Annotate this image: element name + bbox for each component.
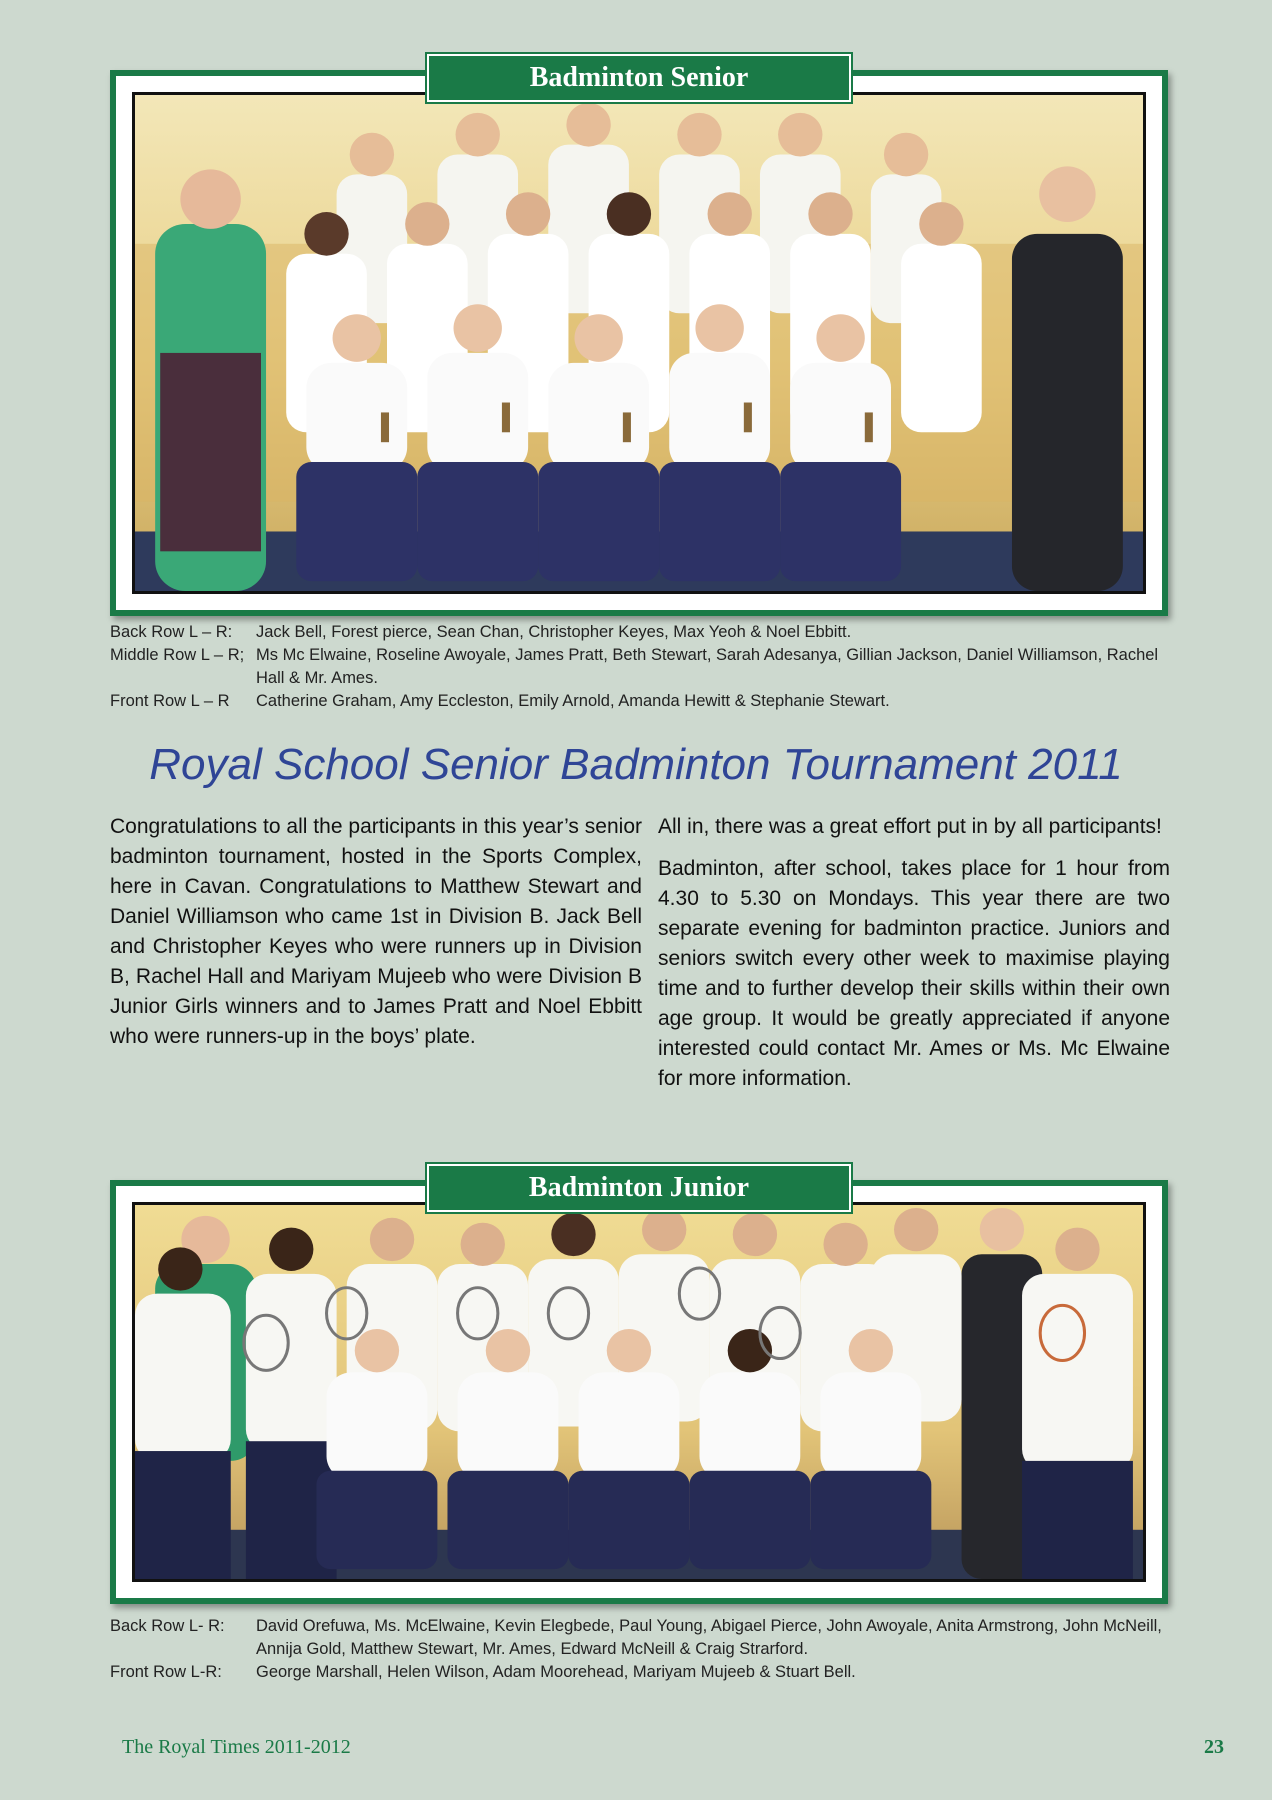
senior-team-photo: [132, 92, 1146, 594]
caption-row-middle: [110, 644, 1170, 690]
caption-row-names: George Marshall, Helen Wilson, Adam Moorehead, Mariyam Mujeeb & Stuart Bell.: [256, 1663, 856, 1681]
article-left-column: [110, 812, 642, 1064]
caption-row-label: Front Row L – R: [110, 692, 230, 710]
publication-footer: The Royal Times 2011-2012: [122, 1736, 351, 1758]
caption-row-back: [110, 621, 1170, 644]
article-right-column: [658, 812, 1170, 1106]
senior-photo-caption: [110, 621, 1170, 713]
article-paragraph: All in, there was a great effort put in by all participants!: [658, 815, 1162, 838]
caption-row-label: Middle Row L – R;: [110, 646, 245, 664]
article-paragraph: Congratulations to all the participants in this year’s senior badminton tournament, hosted in the Sports Complex, here in Cavan. Congratulations to Matthew Stewart and Daniel Williamson who came 1st in Division B. Jack Bell and Christopher Keyes who were runners up in Division B, Rachel Hall and Mariyam Mujeeb who were Division B Junior Girls winners and to James Pratt and Noel Ebbitt who were runners-up in the boys’ plate.: [110, 815, 642, 1048]
caption-row-front: [110, 690, 1170, 713]
article-headline: Royal School Senior Badminton Tournament 2011: [149, 740, 1123, 789]
caption-row-names: Jack Bell, Forest pierce, Sean Chan, Christopher Keyes, Max Yeoh & Noel Ebbitt.: [256, 623, 852, 641]
junior-photo-title: Badminton Junior: [427, 1164, 851, 1212]
caption-row-label: Back Row L- R:: [110, 1617, 225, 1635]
caption-row-front: [110, 1661, 1170, 1684]
junior-photo-caption: [110, 1615, 1170, 1684]
caption-row-label: Back Row L – R:: [110, 623, 233, 641]
caption-row-back: [110, 1615, 1170, 1661]
page-number: 23: [1204, 1736, 1224, 1758]
article-paragraph: Badminton, after school, takes place for 1 hour from 4.30 to 5.30 on Mondays. This year there are two separate evening for badminton practice. Juniors and seniors switch every other week to maximise playing time and to further develop their skills within their own age group. It would be greatly appreciated if anyone interested could contact Mr. Ames or Ms. Mc Elwaine for more information.: [658, 857, 1170, 1090]
caption-row-names: Catherine Graham, Amy Eccleston, Emily Arnold, Amanda Hewitt & Stephanie Stewart.: [256, 692, 890, 710]
senior-team-photo-image: [135, 95, 1143, 591]
caption-row-names: David Orefuwa, Ms. McElwaine, Kevin Elegbede, Paul Young, Abigael Pierce, John Awoyale, Anita Armstrong, John McNeill, Annija Gold, Matthew Stewart, Mr. Ames, Edward McNeill & Craig Strarford.: [256, 1617, 1162, 1658]
junior-team-photo: [132, 1202, 1146, 1582]
junior-photo-frame: [110, 1172, 1168, 1604]
caption-row-label: Front Row L-R:: [110, 1663, 222, 1681]
junior-team-photo-image: [135, 1205, 1143, 1579]
caption-row-names: Ms Mc Elwaine, Roseline Awoyale, James Pratt, Beth Stewart, Sarah Adesanya, Gillian Jackson, Daniel Williamson, Rachel Hall & Mr. Ames.: [256, 646, 1159, 687]
senior-photo-frame: [110, 62, 1168, 616]
senior-photo-title: Badminton Senior: [427, 54, 851, 102]
